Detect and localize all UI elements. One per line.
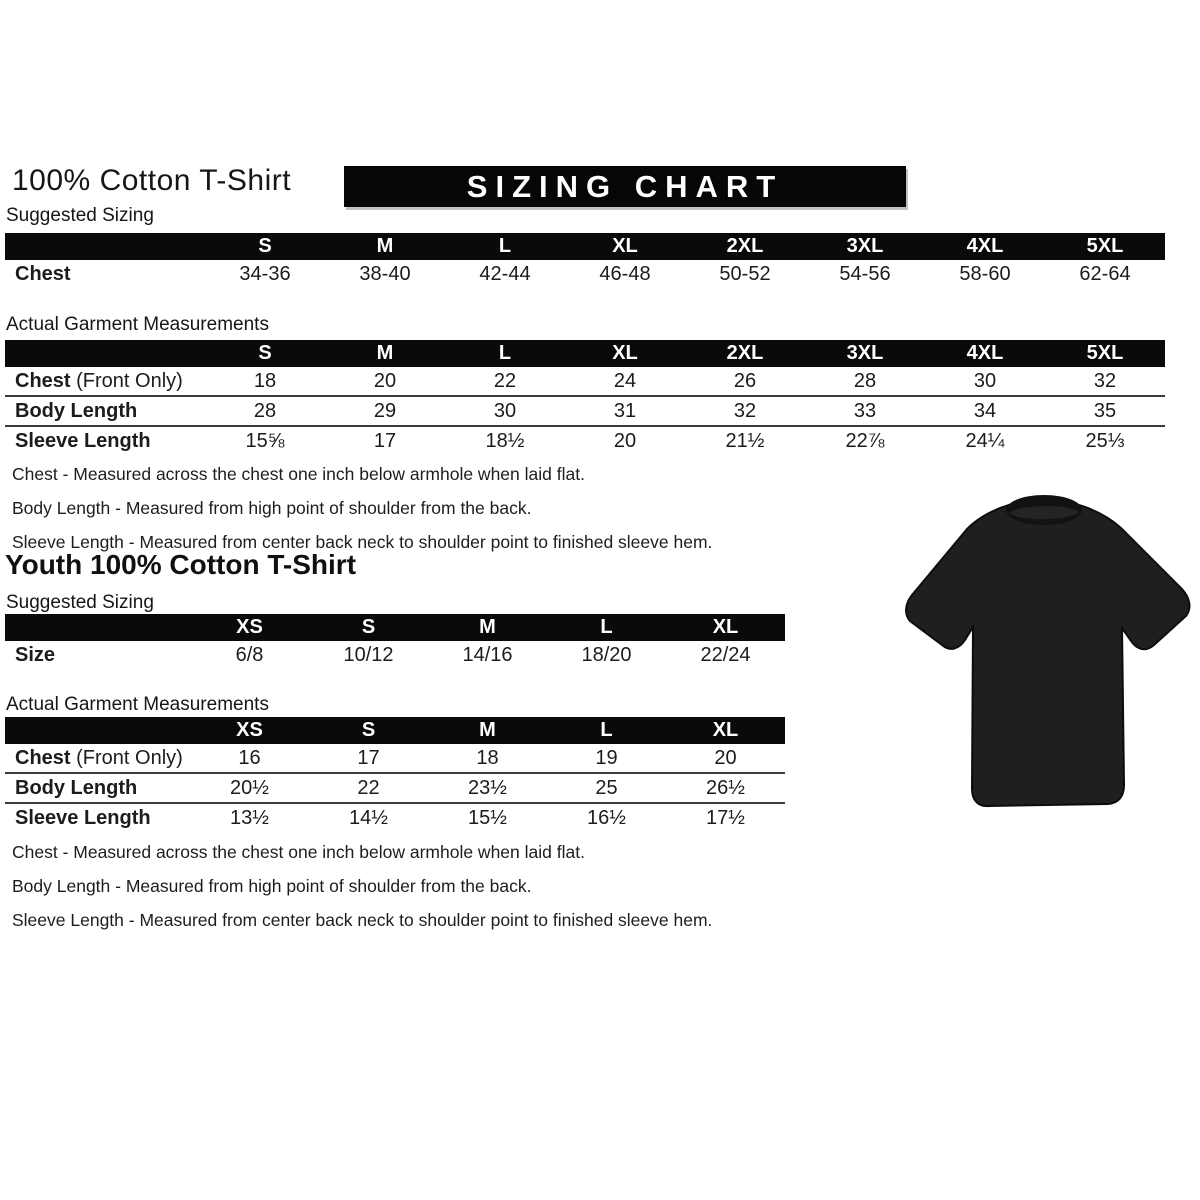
youth-measurement-notes xyxy=(12,842,712,944)
col-header-xs: XS xyxy=(236,719,263,741)
adult-actual-measurements-label: Actual Garment Measurements xyxy=(6,314,269,335)
youth-actual-measurements-label: Actual Garment Measurements xyxy=(6,694,269,715)
cell: 24 xyxy=(613,369,637,392)
cell: 26 xyxy=(733,369,757,392)
row-label: Chest xyxy=(15,262,71,285)
cell: 18/20 xyxy=(581,643,632,666)
adult-suggested-sizing-table xyxy=(5,233,1165,288)
row-label-suffix: (Front Only) xyxy=(70,369,183,392)
cell: 18 xyxy=(253,369,277,392)
col-header-3xl: 3XL xyxy=(846,342,884,364)
sizing-chart-banner: SIZING CHART xyxy=(344,166,906,207)
col-header-m: M xyxy=(479,719,496,741)
page-title: 100% Cotton T-Shirt xyxy=(12,164,292,197)
cell: 18½ xyxy=(485,429,525,452)
cell: 34-36 xyxy=(239,262,291,285)
table-header-row xyxy=(5,233,1165,260)
col-header-xl: XL xyxy=(712,719,739,741)
cell: 19 xyxy=(595,746,618,769)
cell: 22/24 xyxy=(700,643,751,666)
note-sleeve-length: Sleeve Length - Measured from center back neck to shoulder point to finished sleeve hem. xyxy=(12,532,713,552)
cell: 42-44 xyxy=(479,262,531,285)
cell: 25⅓ xyxy=(1085,429,1125,452)
col-header-s: S xyxy=(361,719,376,741)
cell: 13½ xyxy=(230,806,269,829)
row-label-suffix: (Front Only) xyxy=(70,746,183,769)
cell: 14½ xyxy=(349,806,388,829)
adult-actual-measurements-table xyxy=(5,340,1165,455)
cell: 21½ xyxy=(725,429,765,452)
table-body xyxy=(5,641,785,669)
table-header-row xyxy=(5,340,1165,367)
col-header-5xl: 5XL xyxy=(1086,235,1124,257)
table-header-row xyxy=(5,717,785,744)
cell: 28 xyxy=(853,369,877,392)
table-row-chest xyxy=(5,367,1165,395)
cell: 54-56 xyxy=(839,262,891,285)
col-header-xl: XL xyxy=(712,616,739,638)
row-label: Sleeve Length xyxy=(15,806,151,829)
cell: 17 xyxy=(373,429,397,452)
col-header-m: M xyxy=(479,616,496,638)
cell: 30 xyxy=(493,399,517,422)
black-tshirt-image xyxy=(893,477,1193,822)
row-label: Size xyxy=(15,643,56,666)
cell: 33 xyxy=(853,399,877,422)
table-row-body-length xyxy=(5,395,1165,425)
col-header-xl: XL xyxy=(612,235,638,257)
table-row-sleeve-length xyxy=(5,802,785,832)
row-label: Sleeve Length xyxy=(15,429,151,452)
table-row-body-length xyxy=(5,772,785,802)
note-chest: Chest - Measured across the chest one inch below armhole when laid flat. xyxy=(12,464,585,484)
col-header-l: L xyxy=(600,719,613,741)
cell: 34 xyxy=(973,399,997,422)
col-header-s: S xyxy=(258,342,272,364)
table-row-size xyxy=(5,641,785,669)
cell: 15½ xyxy=(468,806,507,829)
col-header-s: S xyxy=(258,235,272,257)
cell: 22 xyxy=(357,776,380,799)
table-body xyxy=(5,744,785,832)
col-header-l: L xyxy=(498,342,512,364)
col-header-3xl: 3XL xyxy=(846,235,884,257)
cell: 18 xyxy=(476,746,499,769)
cell: 14/16 xyxy=(462,643,513,666)
col-header-l: L xyxy=(498,235,512,257)
cell: 30 xyxy=(973,369,997,392)
note-sleeve-length: Sleeve Length - Measured from center back neck to shoulder point to finished sleeve hem. xyxy=(12,910,713,930)
col-header-m: M xyxy=(376,342,394,364)
cell: 20½ xyxy=(230,776,269,799)
note-body-length: Body Length - Measured from high point of shoulder from the back. xyxy=(12,876,532,896)
tshirt-body-shape xyxy=(906,499,1189,806)
cell: 35 xyxy=(1093,399,1117,422)
row-label: Body Length xyxy=(15,399,138,422)
note-chest: Chest - Measured across the chest one inch below armhole when laid flat. xyxy=(12,842,585,862)
col-header-4xl: 4XL xyxy=(966,235,1004,257)
cell: 6/8 xyxy=(235,643,264,666)
col-header-2xl: 2XL xyxy=(726,235,764,257)
youth-suggested-sizing-label: Suggested Sizing xyxy=(6,592,154,613)
note-body-length: Body Length - Measured from high point of shoulder from the back. xyxy=(12,498,532,518)
cell: 58-60 xyxy=(959,262,1011,285)
row-label xyxy=(5,370,205,393)
row-label xyxy=(5,747,190,770)
youth-section-title: Youth 100% Cotton T-Shirt xyxy=(5,549,357,580)
cell: 20 xyxy=(373,369,397,392)
youth-actual-measurements-table xyxy=(5,717,785,832)
cell: 17½ xyxy=(706,806,745,829)
adult-suggested-sizing-label: Suggested Sizing xyxy=(6,205,154,226)
cell: 38-40 xyxy=(359,262,411,285)
cell: 25 xyxy=(595,776,618,799)
cell: 26½ xyxy=(706,776,745,799)
cell: 10/12 xyxy=(343,643,394,666)
cell: 15⅝ xyxy=(245,429,285,452)
cell: 28 xyxy=(253,399,277,422)
table-body xyxy=(5,260,1165,288)
cell: 22⅞ xyxy=(845,429,885,452)
col-header-xs: XS xyxy=(236,616,263,638)
cell: 46-48 xyxy=(599,262,651,285)
cell: 24¼ xyxy=(965,429,1005,452)
col-header-m: M xyxy=(376,235,394,257)
cell: 32 xyxy=(1093,369,1117,392)
col-header-l: L xyxy=(600,616,613,638)
cell: 22 xyxy=(493,369,517,392)
row-label-main: Chest xyxy=(15,369,71,392)
cell: 20 xyxy=(714,746,737,769)
cell: 32 xyxy=(733,399,757,422)
cell: 31 xyxy=(613,399,637,422)
row-label: Body Length xyxy=(15,776,138,799)
table-row-chest xyxy=(5,744,785,772)
table-row-chest xyxy=(5,260,1165,288)
table-header-row xyxy=(5,614,785,641)
cell: 16 xyxy=(238,746,261,769)
col-header-xl: XL xyxy=(612,342,638,364)
cell: 50-52 xyxy=(719,262,771,285)
col-header-2xl: 2XL xyxy=(726,342,764,364)
cell: 17 xyxy=(357,746,380,769)
cell: 62-64 xyxy=(1079,262,1131,285)
table-row-sleeve-length xyxy=(5,425,1165,455)
cell: 20 xyxy=(613,429,637,452)
cell: 23½ xyxy=(468,776,507,799)
cell: 29 xyxy=(373,399,397,422)
row-label-main: Chest xyxy=(15,746,71,769)
cell: 16½ xyxy=(587,806,626,829)
youth-suggested-sizing-table xyxy=(5,614,785,669)
col-header-4xl: 4XL xyxy=(966,342,1004,364)
table-body xyxy=(5,367,1165,455)
col-header-5xl: 5XL xyxy=(1086,342,1124,364)
col-header-s: S xyxy=(361,616,376,638)
